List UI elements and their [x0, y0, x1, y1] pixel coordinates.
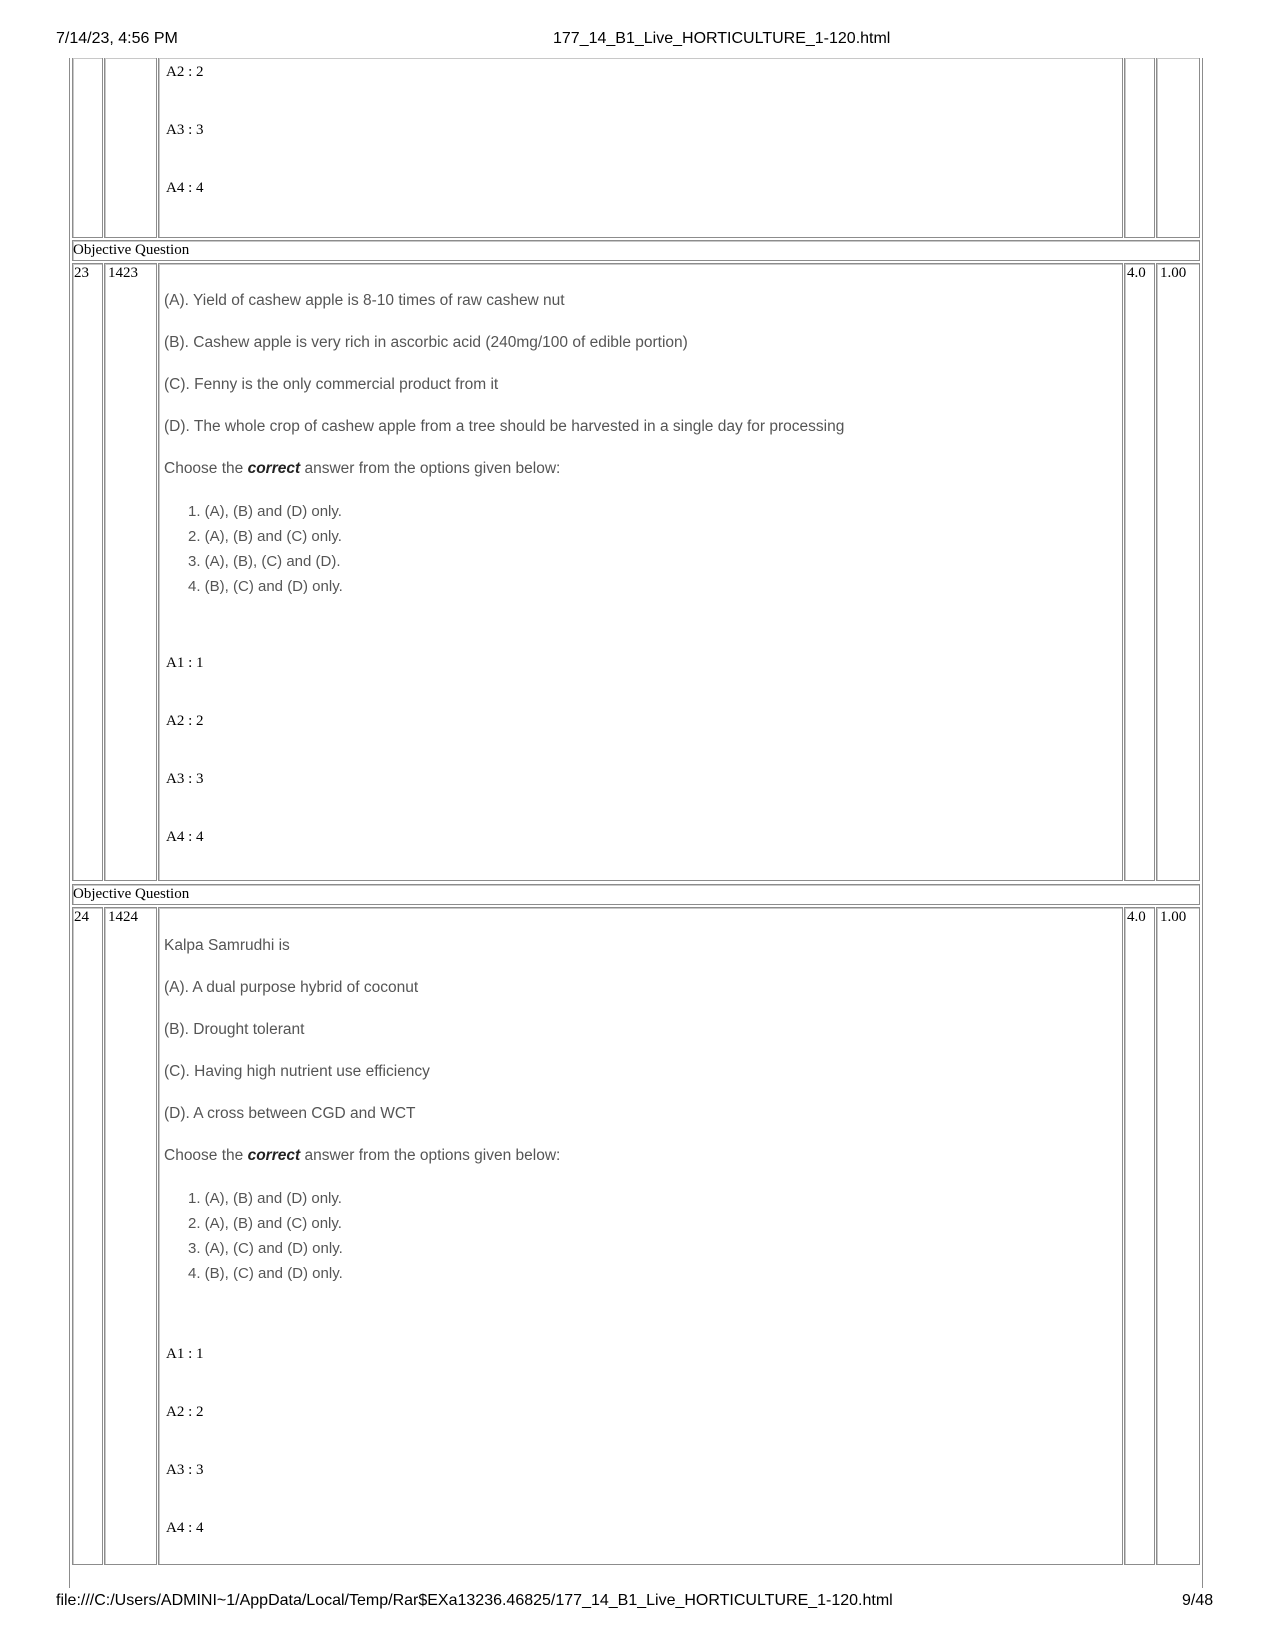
option-1: 1. (A), (B) and (D) only. — [188, 1190, 342, 1207]
question-id-cell — [104, 263, 157, 881]
prev-sl-cell — [72, 58, 103, 238]
prev-answer-3: A3 : 3 — [166, 122, 204, 138]
question-stem: Kalpa Samrudhi is — [164, 937, 290, 954]
section-title: Objective Question — [73, 242, 190, 258]
statement-a: (A). A dual purpose hybrid of coconut — [164, 979, 419, 996]
sl-no: 24 — [74, 909, 89, 925]
statement-c: (C). Fenny is the only commercial product from it — [164, 376, 499, 393]
answer-4: A4 : 4 — [166, 1520, 204, 1536]
option-1: 1. (A), (B) and (D) only. — [188, 503, 342, 520]
print-page-number: 9/48 — [1182, 1592, 1214, 1609]
section-title-row — [72, 240, 1200, 261]
marks: 4.0 — [1127, 909, 1146, 925]
marks-cell — [1124, 263, 1155, 881]
marks: 4.0 — [1127, 265, 1146, 281]
answer-2: A2 : 2 — [166, 1404, 204, 1420]
answer-1: A1 : 1 — [166, 655, 204, 671]
question-id: 1424 — [108, 909, 138, 925]
statement-d: (D). The whole crop of cashew apple from a tree should be harvested in a single day for processing — [164, 418, 845, 435]
option-3: 3. (A), (B), (C) and (D). — [188, 553, 341, 570]
statement-c: (C). Having high nutrient use efficiency — [164, 1063, 430, 1080]
sl-no-cell — [72, 263, 103, 881]
option-2: 2. (A), (B) and (C) only. — [188, 528, 342, 545]
prev-question-cell — [158, 58, 1123, 238]
print-page-title: 177_14_B1_Live_HORTICULTURE_1-120.html — [553, 30, 891, 47]
print-file-path: file:///C:/Users/ADMINI~1/AppData/Local/Temp/Rar$EXa13236.46825/177_14_B1_Live_HORTICULTURE_1-120.html — [56, 1592, 893, 1609]
prev-id-cell — [104, 58, 157, 238]
option-2: 2. (A), (B) and (C) only. — [188, 1215, 342, 1232]
negative-marks-cell — [1156, 263, 1200, 881]
question-id: 1423 — [108, 265, 138, 281]
option-4: 4. (B), (C) and (D) only. — [188, 1265, 343, 1282]
negative-marks-cell — [1156, 907, 1200, 1565]
statement-b: (B). Drought tolerant — [164, 1021, 305, 1038]
statement-d: (D). A cross between CGD and WCT — [164, 1105, 416, 1122]
instruction: Choose the correct answer from the options given below: — [164, 460, 561, 477]
negative-marks: 1.00 — [1160, 909, 1187, 925]
statement-b: (B). Cashew apple is very rich in ascorbic acid (240mg/100 of edible portion) — [164, 334, 688, 351]
answer-3: A3 : 3 — [166, 771, 204, 787]
marks-cell — [1124, 907, 1155, 1565]
section-title: Objective Question — [73, 886, 190, 902]
prev-negative-cell — [1156, 58, 1200, 238]
prev-answer-4: A4 : 4 — [166, 180, 204, 196]
question-id-cell — [104, 907, 157, 1565]
prev-marks-cell — [1124, 58, 1155, 238]
statement-a: (A). Yield of cashew apple is 8-10 times of raw cashew nut — [164, 292, 565, 309]
question-body-cell — [158, 907, 1123, 1565]
option-3: 3. (A), (C) and (D) only. — [188, 1240, 343, 1257]
sl-no-cell — [72, 907, 103, 1565]
instruction: Choose the correct answer from the options given below: — [164, 1147, 561, 1164]
section-title-row — [72, 884, 1200, 905]
answer-3: A3 : 3 — [166, 1462, 204, 1478]
answer-2: A2 : 2 — [166, 713, 204, 729]
answer-4: A4 : 4 — [166, 829, 204, 845]
sl-no: 23 — [74, 265, 89, 281]
prev-answer-2: A2 : 2 — [166, 64, 204, 80]
question-body-cell — [158, 263, 1123, 881]
option-4: 4. (B), (C) and (D) only. — [188, 578, 343, 595]
answer-1: A1 : 1 — [166, 1346, 204, 1362]
print-datetime: 7/14/23, 4:56 PM — [56, 30, 178, 47]
negative-marks: 1.00 — [1160, 265, 1187, 281]
